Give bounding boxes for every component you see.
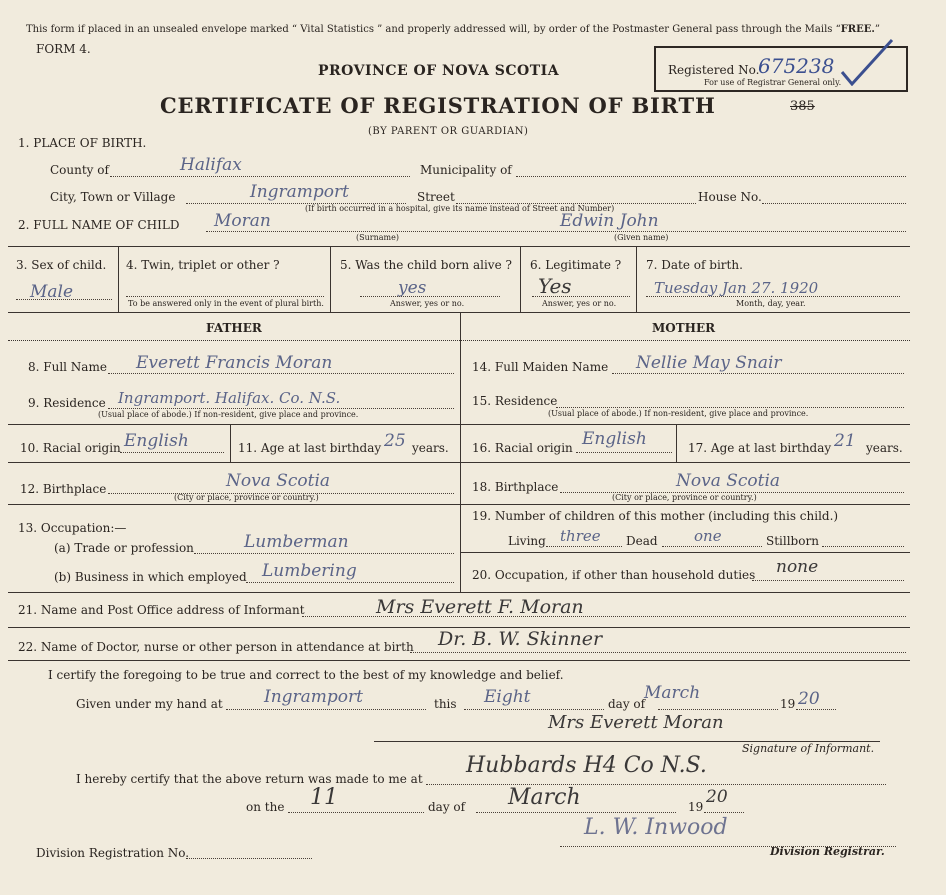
- father-residence-caption: (Usual place of abode.) If non-resident, give place and province.: [98, 410, 359, 419]
- row3-divider-3: [520, 246, 521, 312]
- twin-caption: To be answered only in the event of plural birth.: [128, 299, 324, 308]
- postal-notice-text: This form if placed in an unsealed envelope marked “ Vital Statistics ” and properly addressed will, by order of the Postmaster General pass through the Mails “: [26, 24, 841, 35]
- alive-label: 5. Was the child born alive ?: [340, 258, 512, 272]
- county-value: Halifax: [180, 155, 242, 175]
- given-label: Given under my hand at: [76, 697, 223, 711]
- father-racial-label: 10. Racial origin: [20, 441, 121, 455]
- parents-line-2: [8, 424, 910, 425]
- father-years: years.: [412, 441, 449, 455]
- parents-bottom-border: [8, 592, 910, 593]
- county-label: County of: [50, 163, 109, 177]
- living-label: Living: [508, 534, 546, 548]
- mother-birthplace-label: 18. Birthplace: [472, 480, 559, 494]
- city-value: Ingramport: [250, 182, 350, 202]
- doctor-line: [410, 652, 906, 653]
- mother-name-label: 14. Full Maiden Name: [472, 360, 609, 374]
- parents-center-divider: [460, 312, 461, 592]
- month-value: March: [644, 683, 701, 703]
- hospital-note: (If birth occurred in a hospital, give its name instead of Street and Number): [305, 204, 615, 213]
- given-place-value: Ingramport: [264, 687, 364, 707]
- return-place-value: Hubbards H4 Co N.S.: [466, 753, 707, 778]
- mother-residence-label: 15. Residence: [472, 394, 558, 408]
- father-racial-value: English: [124, 431, 189, 451]
- division-registration-line: [186, 858, 312, 859]
- row3-bottom-border: [8, 312, 910, 313]
- father-name-label: 8. Full Name: [28, 360, 107, 374]
- legitimate-value: Yes: [538, 274, 572, 298]
- father-age-divider: [230, 424, 231, 462]
- this-label: this: [434, 697, 457, 711]
- date-label: 7. Date of birth.: [646, 258, 743, 272]
- struck-number: 385: [790, 99, 815, 114]
- father-business-label: (b) Business in which employed: [54, 570, 247, 584]
- row3-divider-1: [118, 246, 119, 312]
- stillborn-label: Stillborn: [766, 534, 819, 548]
- division-registration-label: Division Registration No.: [36, 846, 190, 860]
- year-line: [796, 709, 836, 710]
- parents-line-3: [8, 462, 910, 463]
- return-label: I hereby certify that the above return was made to me at: [76, 772, 423, 786]
- mother-age-divider: [676, 424, 677, 462]
- mother-occupation-value: none: [776, 557, 819, 577]
- mother-birthplace-value: Nova Scotia: [676, 471, 781, 491]
- check-mark-icon: [838, 36, 898, 86]
- month2-value: March: [508, 785, 581, 810]
- certificate-subtitle: (BY PARENT OR GUARDIAN): [368, 126, 529, 137]
- day-of2-label: day of: [428, 800, 466, 814]
- child-given-name: Edwin John: [560, 211, 659, 231]
- child-name-line: [206, 231, 906, 232]
- father-trade-value: Lumberman: [244, 532, 349, 552]
- mother-name-line: [612, 373, 904, 374]
- parents-heading-line: [8, 340, 910, 341]
- father-business-line: [246, 582, 454, 583]
- year-value: 20: [798, 689, 820, 709]
- place-of-birth-label: 1. PLACE OF BIRTH.: [18, 136, 147, 150]
- alive-value: yes: [398, 278, 427, 298]
- informant-label: 21. Name and Post Office address of Informant: [18, 603, 305, 617]
- mother-racial-label: 16. Racial origin: [472, 441, 573, 455]
- father-residence-value: Ingramport. Halifax. Co. N.S.: [118, 389, 341, 407]
- father-racial-line: [120, 452, 224, 453]
- month-line: [658, 709, 778, 710]
- doctor-value: Dr. B. W. Skinner: [438, 628, 603, 650]
- house-label: House No.: [698, 190, 762, 204]
- father-age-label: 11. Age at last birthday: [238, 441, 382, 455]
- legitimate-line: [532, 296, 630, 297]
- row3-divider-4: [636, 246, 637, 312]
- mother-residence-line: [556, 407, 904, 408]
- father-name-value: Everett Francis Moran: [136, 353, 333, 373]
- child-surname: Moran: [214, 211, 271, 231]
- return-place-line: [426, 784, 886, 785]
- day-value: Eight: [484, 687, 531, 707]
- date-caption: Month, day, year.: [736, 299, 806, 308]
- municipality-line: [516, 176, 906, 177]
- surname-caption: (Surname): [356, 233, 399, 242]
- living-line: [546, 546, 622, 547]
- mother-age-label: 17. Age at last birthday: [688, 441, 832, 455]
- free-label: FREE.: [840, 24, 875, 35]
- on-day-value: 11: [310, 785, 338, 810]
- alive-line: [360, 296, 500, 297]
- stillborn-line: [822, 546, 904, 547]
- mother-birthplace-caption: (City or place, province or country.): [612, 493, 757, 502]
- legitimate-caption: Answer, yes or no.: [542, 299, 617, 308]
- year2-prefix: 19: [688, 800, 704, 814]
- father-age-value: 25: [384, 431, 406, 451]
- on-day-line: [288, 812, 424, 813]
- municipality-label: Municipality of: [420, 163, 512, 177]
- street-label: Street: [417, 190, 455, 204]
- twin-line: [126, 296, 324, 297]
- mother-residence-caption: (Usual place of abode.) If non-resident, give place and province.: [548, 409, 809, 418]
- sex-value: Male: [30, 282, 74, 302]
- year2-value: 20: [706, 787, 728, 807]
- father-birthplace-value: Nova Scotia: [226, 471, 331, 491]
- informant-signature: Mrs Everett Moran: [548, 712, 724, 733]
- mother-occupation-line: [752, 580, 904, 581]
- registrar-caption: Division Registrar.: [770, 845, 885, 858]
- dead-label: Dead: [626, 534, 658, 548]
- mother-racial-line: [576, 452, 672, 453]
- sex-line: [16, 299, 112, 300]
- doctor-label: 22. Name of Doctor, nurse or other person in attendance at birth: [18, 640, 414, 654]
- mother-heading: MOTHER: [652, 321, 716, 335]
- informant-signature-caption: Signature of Informant.: [742, 742, 875, 755]
- alive-caption: Answer, yes or no.: [390, 299, 465, 308]
- postal-notice-end: ”: [874, 24, 880, 35]
- living-value: three: [560, 527, 601, 545]
- house-line: [762, 203, 906, 204]
- day-of-label: day of: [608, 697, 646, 711]
- certificate-title: CERTIFICATE OF REGISTRATION OF BIRTH: [160, 93, 716, 118]
- father-business-value: Lumbering: [262, 561, 357, 581]
- father-trade-line: [194, 553, 454, 554]
- province-heading: PROVINCE OF NOVA SCOTIA: [318, 63, 560, 79]
- certify-statement: I certify the foregoing to be true and correct to the best of my knowledge and belief.: [48, 668, 564, 682]
- row3-top-border: [8, 246, 910, 247]
- on-the-label: on the: [246, 800, 285, 814]
- given-place-line: [226, 709, 426, 710]
- father-heading: FATHER: [206, 321, 262, 335]
- postal-notice: [26, 23, 880, 37]
- father-residence-label: 9. Residence: [28, 396, 106, 410]
- registered-note: For use of Registrar General only.: [704, 78, 842, 87]
- informant-value: Mrs Everett F. Moran: [376, 596, 584, 618]
- doctor-border: [8, 660, 910, 661]
- mother-racial-value: English: [582, 429, 647, 449]
- day-line: [464, 709, 604, 710]
- form-number: FORM 4.: [36, 42, 91, 56]
- father-birthplace-caption: (City or place, province or country.): [174, 493, 319, 502]
- father-occupation-label: 13. Occupation:—: [18, 521, 127, 535]
- father-birthplace-label: 12. Birthplace: [20, 482, 107, 496]
- city-label: City, Town or Village: [50, 190, 176, 204]
- year-prefix: 19: [780, 697, 796, 711]
- date-line: [646, 296, 900, 297]
- month2-line: [476, 812, 676, 813]
- twin-label: 4. Twin, triplet or other ?: [126, 258, 280, 272]
- father-trade-label: (a) Trade or profession: [54, 541, 194, 555]
- dead-value: one: [694, 527, 722, 545]
- father-residence-line: [108, 408, 454, 409]
- registered-label: Registered No.: [668, 63, 760, 77]
- mother-children-label: 19. Number of children of this mother (including this child.): [472, 509, 839, 523]
- mother-occupation-divider: [460, 552, 910, 553]
- row3-divider-2: [330, 246, 331, 312]
- registrar-signature: L. W. Inwood: [584, 815, 728, 840]
- date-value: Tuesday Jan 27. 1920: [654, 279, 819, 297]
- full-name-label: 2. FULL NAME OF CHILD: [18, 218, 180, 232]
- parents-line-4: [8, 504, 910, 505]
- mother-occupation-label: 20. Occupation, if other than household duties: [472, 568, 756, 582]
- sex-label: 3. Sex of child.: [16, 258, 107, 272]
- county-line: [110, 176, 410, 177]
- registered-number: 675238: [758, 54, 835, 78]
- mother-years: years.: [866, 441, 903, 455]
- dead-line: [662, 546, 762, 547]
- mother-name-value: Nellie May Snair: [636, 353, 782, 373]
- legitimate-label: 6. Legitimate ?: [530, 258, 622, 272]
- father-name-line: [108, 373, 454, 374]
- year2-line: [704, 812, 744, 813]
- mother-age-value: 21: [834, 431, 856, 451]
- given-caption: (Given name): [614, 233, 669, 242]
